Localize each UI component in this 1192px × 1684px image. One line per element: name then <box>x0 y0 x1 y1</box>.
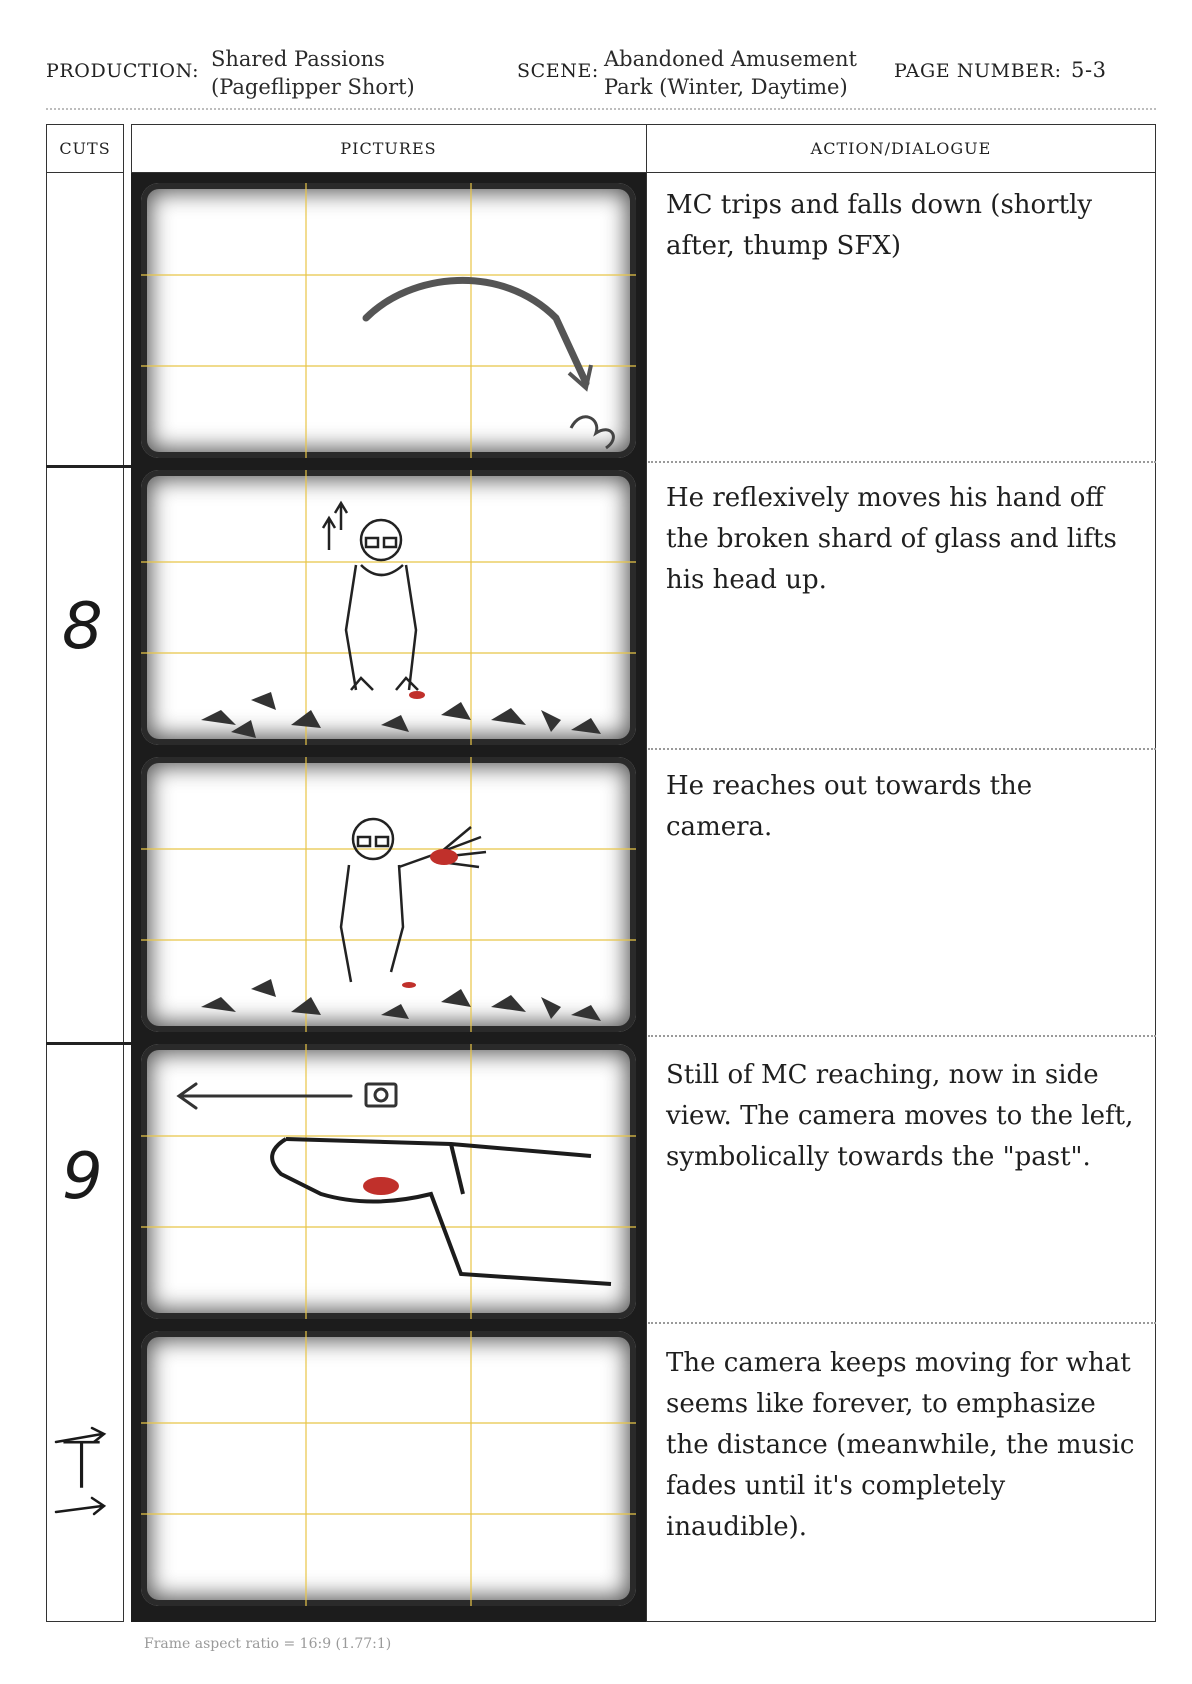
cut-transition-mark: T <box>62 1430 102 1504</box>
cut-divider-2 <box>46 1042 134 1045</box>
cuts-header: CUTS <box>59 139 111 158</box>
action-separator-4 <box>648 1322 1156 1324</box>
cut-number-8: 8 <box>62 590 103 664</box>
cuts-header-rule <box>46 172 124 173</box>
action-text-3: He reaches out towards the camera. <box>666 771 1033 842</box>
storyboard-frame-2 <box>141 470 636 745</box>
action-separator-1 <box>648 461 1156 463</box>
cut-number-9: 9 <box>62 1140 103 1214</box>
scene-label: SCENE: <box>517 60 599 82</box>
action-text-4: Still of MC reaching, now in side view. The camera moves to the left, symbolically towards the "past". <box>666 1060 1134 1172</box>
production-label: PRODUCTION: <box>46 60 200 82</box>
storyboard-frame-3 <box>141 757 636 1032</box>
storyboard-frame-1 <box>141 183 636 458</box>
page-number-value: 5-3 <box>1071 58 1107 82</box>
cut-divider-1 <box>46 465 134 468</box>
scene-title: Abandoned Amusement <box>604 47 857 71</box>
page-number-label: PAGE NUMBER: <box>894 60 1062 82</box>
storyboard-frame-5 <box>141 1331 636 1606</box>
action-separator-2 <box>648 748 1156 750</box>
action-text-5: The camera keeps moving for what seems like forever, to emphasize the distance (meanwhile, the music fades until it's completely inaudible). <box>666 1348 1135 1542</box>
pictures-header: PICTURES <box>340 139 437 158</box>
action-separator-3 <box>648 1035 1156 1037</box>
column-divider <box>646 124 647 1622</box>
action-text-2: He reflexively moves his hand off the broken shard of glass and lifts his head up. <box>666 483 1117 595</box>
frame-aspect-note: Frame aspect ratio = 16:9 (1.77:1) <box>144 1636 392 1652</box>
production-subtitle: (Pageflipper Short) <box>211 75 415 99</box>
header-divider <box>46 108 1156 110</box>
storyboard-frame-4 <box>141 1044 636 1319</box>
cuts-column <box>46 124 124 1622</box>
action-text-1: MC trips and falls down (shortly after, thump SFX) <box>666 190 1093 261</box>
action-header: ACTION/DIALOGUE <box>810 139 992 158</box>
transition-arrows-icon <box>52 1420 112 1530</box>
scene-subtitle: Park (Winter, Daytime) <box>604 75 848 99</box>
production-title: Shared Passions <box>211 47 385 71</box>
